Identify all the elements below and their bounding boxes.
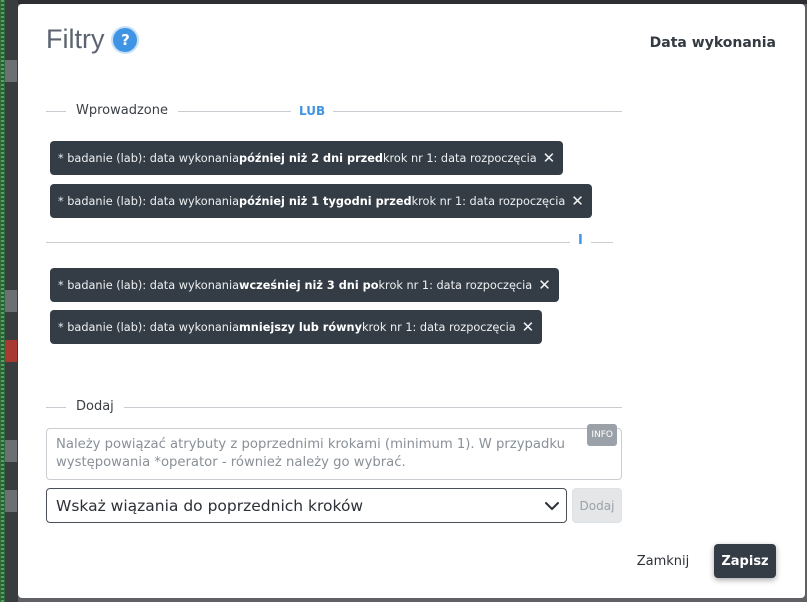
background-mark bbox=[5, 440, 17, 462]
divider-add bbox=[46, 407, 622, 408]
chip-suffix: krok nr 1: data rozpoczęcia bbox=[382, 151, 537, 165]
chip-operator: później niż 2 dni przed bbox=[239, 151, 383, 165]
chip-prefix: * badanie (lab): data wykonania bbox=[58, 151, 240, 165]
modal-title-row bbox=[46, 24, 137, 55]
chip-suffix: krok nr 1: data rozpoczęcia bbox=[378, 278, 533, 292]
background-page bbox=[0, 0, 18, 602]
chip-operator: mniejszy lub równy bbox=[239, 320, 362, 334]
entered-label: Wprowadzone bbox=[66, 103, 178, 118]
remove-filter-icon[interactable]: ✕ bbox=[521, 318, 535, 336]
chip-operator: później niż 1 tygodni przed bbox=[239, 194, 412, 208]
chevron-down-icon bbox=[544, 498, 560, 514]
info-text: Należy powiązać atrybuty z poprzednimi krokami (minimum 1). W przypadku występowania *operator - również należy go wybrać. bbox=[56, 437, 565, 470]
save-button[interactable]: Zapisz bbox=[714, 544, 776, 578]
filter-modal bbox=[18, 4, 805, 598]
info-box bbox=[46, 428, 622, 480]
add-button[interactable]: Dodaj bbox=[572, 488, 622, 523]
chip-suffix: krok nr 1: data rozpoczęcia bbox=[361, 320, 516, 334]
background-mark bbox=[5, 490, 17, 512]
info-badge: INFO bbox=[587, 424, 617, 446]
link-steps-select[interactable] bbox=[46, 488, 567, 523]
and-label: I bbox=[570, 233, 591, 248]
chip-prefix: * badanie (lab): data wykonania bbox=[58, 194, 240, 208]
background-mark bbox=[5, 340, 17, 362]
close-button[interactable]: Zamknij bbox=[636, 553, 690, 569]
remove-filter-icon[interactable]: ✕ bbox=[538, 276, 551, 294]
or-label: LUB bbox=[291, 104, 333, 118]
chip-prefix: * badanie (lab): data wykonania bbox=[58, 320, 240, 334]
add-section-label: Dodaj bbox=[66, 399, 124, 414]
chip-suffix: krok nr 1: data rozpoczęcia bbox=[411, 194, 566, 208]
filter-chip bbox=[50, 268, 559, 302]
filter-chip bbox=[50, 310, 542, 344]
filter-chip bbox=[50, 141, 563, 175]
background-mark bbox=[5, 60, 17, 82]
section-label: Data wykonania bbox=[649, 35, 776, 51]
modal-title: Filtry bbox=[46, 24, 105, 54]
chip-prefix: * badanie (lab): data wykonania bbox=[58, 278, 240, 292]
chip-operator: wcześniej niż 3 dni po bbox=[239, 278, 379, 292]
select-value: Wskaż wiązania do poprzednich kroków bbox=[56, 496, 364, 515]
filter-chip bbox=[50, 184, 592, 218]
background-mark bbox=[5, 290, 17, 312]
remove-filter-icon[interactable]: ✕ bbox=[571, 192, 584, 210]
help-icon[interactable]: ? bbox=[113, 28, 137, 52]
divider-and bbox=[46, 242, 613, 243]
remove-filter-icon[interactable]: ✕ bbox=[542, 149, 556, 167]
